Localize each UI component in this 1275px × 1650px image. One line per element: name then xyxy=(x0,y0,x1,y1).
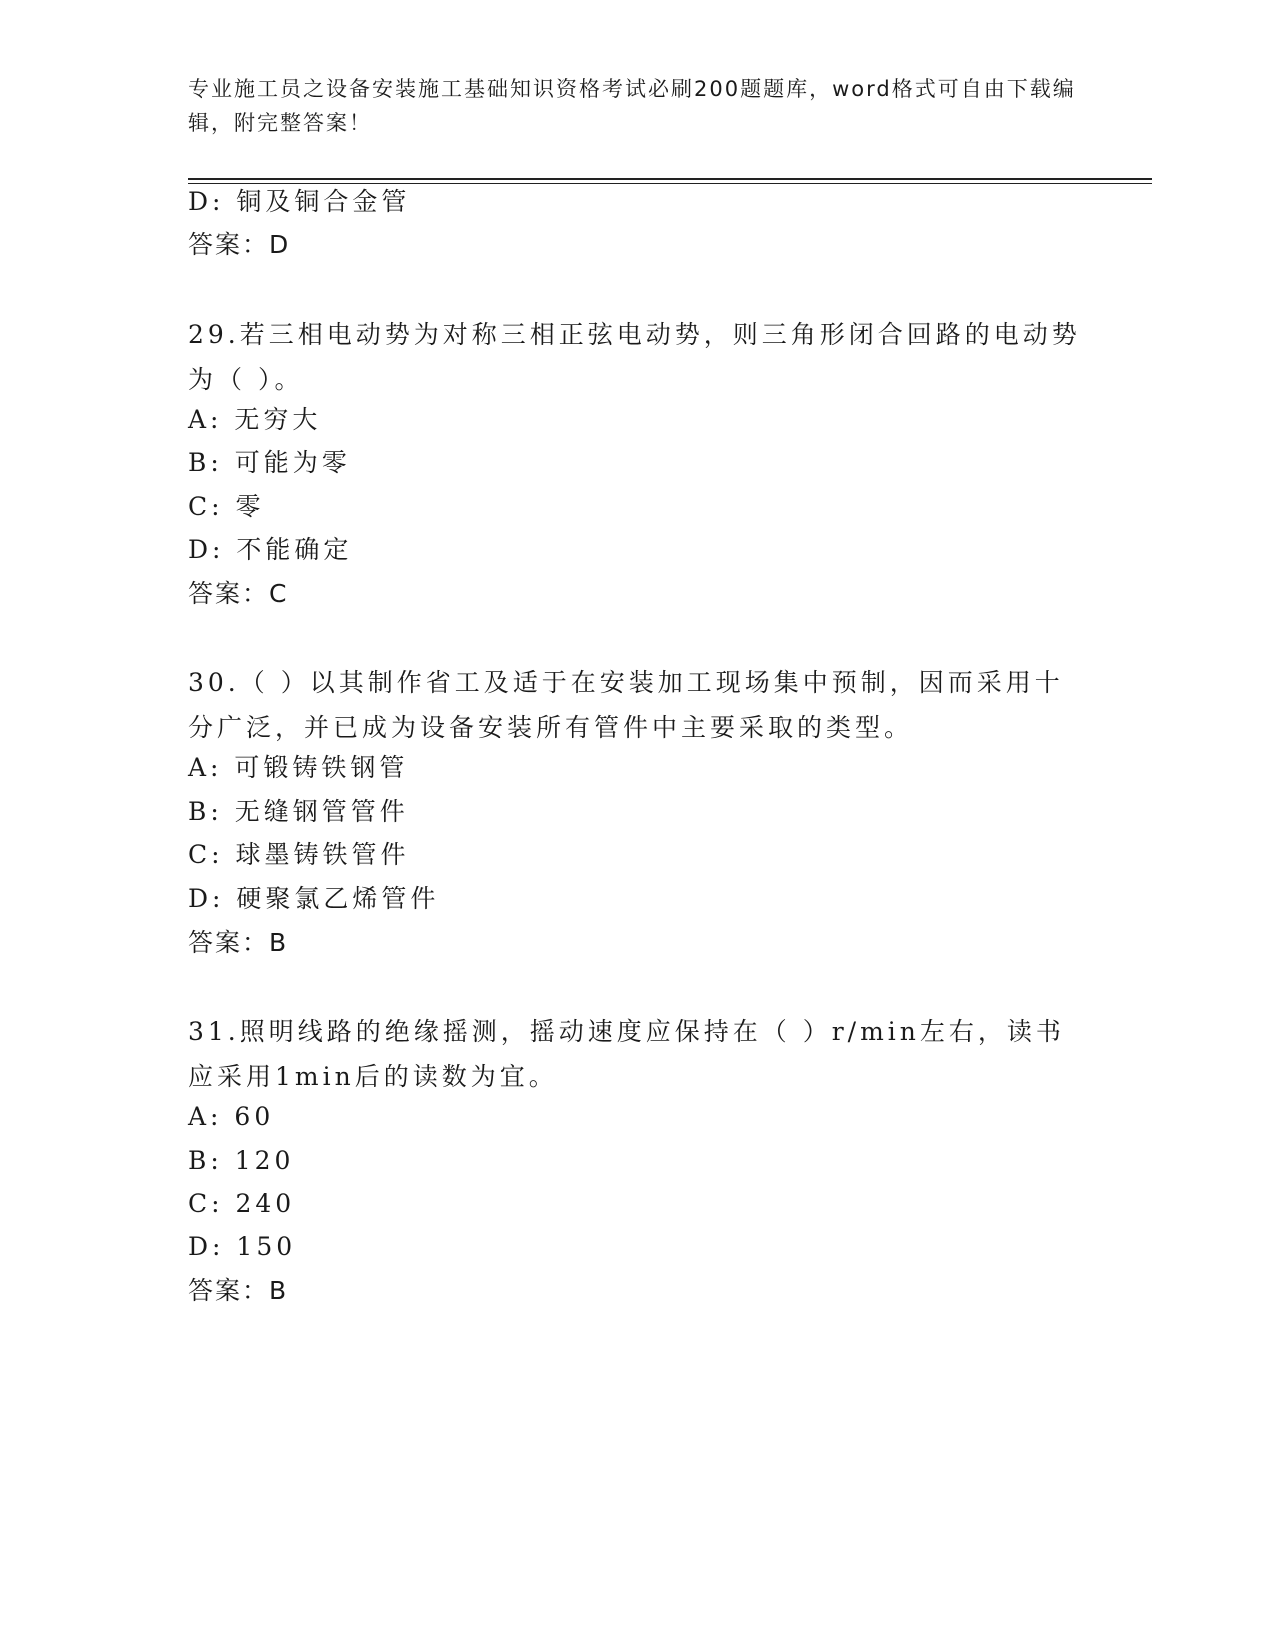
option-b: B: 可能为零 xyxy=(188,448,351,477)
option-a: A: 可锻铸铁钢管 xyxy=(188,753,409,782)
option-d: D: 硬聚氯乙烯管件 xyxy=(188,884,440,913)
option-a: A: 60 xyxy=(188,1102,275,1131)
option-d: D: 不能确定 xyxy=(188,535,353,564)
option-d: D: 铜及铜合金管 xyxy=(188,187,411,216)
header-rule-thick xyxy=(188,178,1152,180)
question-stem-29: 29.若三相电动势为对称三相正弦电动势，则三角形闭合回路的电动势为（ ）。 xyxy=(188,320,1081,394)
question-stem-31: 31.照明线路的绝缘摇测，摇动速度应保持在（ ）r/min左右，读书应采用1min后的读数为宜。 xyxy=(188,1017,1065,1091)
answer-label: 答案：B xyxy=(188,1276,289,1305)
answer-label: 答案：B xyxy=(188,928,289,957)
option-c: C: 240 xyxy=(188,1189,296,1218)
document-header: 专业施工员之设备安装施工基础知识资格考试必刷200题题库，word格式可自由下载编辑，附完整答案！ xyxy=(188,77,1076,135)
header-rule-thin xyxy=(188,183,1152,184)
option-c: C: 零 xyxy=(188,492,265,521)
answer-label: 答案：D xyxy=(188,230,291,259)
option-d: D: 150 xyxy=(188,1232,297,1261)
answer-label: 答案：C xyxy=(188,579,289,608)
option-c: C: 球墨铸铁管件 xyxy=(188,840,410,869)
option-b: B: 无缝钢管管件 xyxy=(188,797,409,826)
question-stem-30: 30.（ ）以其制作省工及适于在安装加工现场集中预制，因而采用十分广泛，并已成为设备安装所有管件中主要采取的类型。 xyxy=(188,668,1064,742)
option-a: A: 无穷大 xyxy=(188,405,322,434)
option-b: B: 120 xyxy=(188,1146,295,1175)
